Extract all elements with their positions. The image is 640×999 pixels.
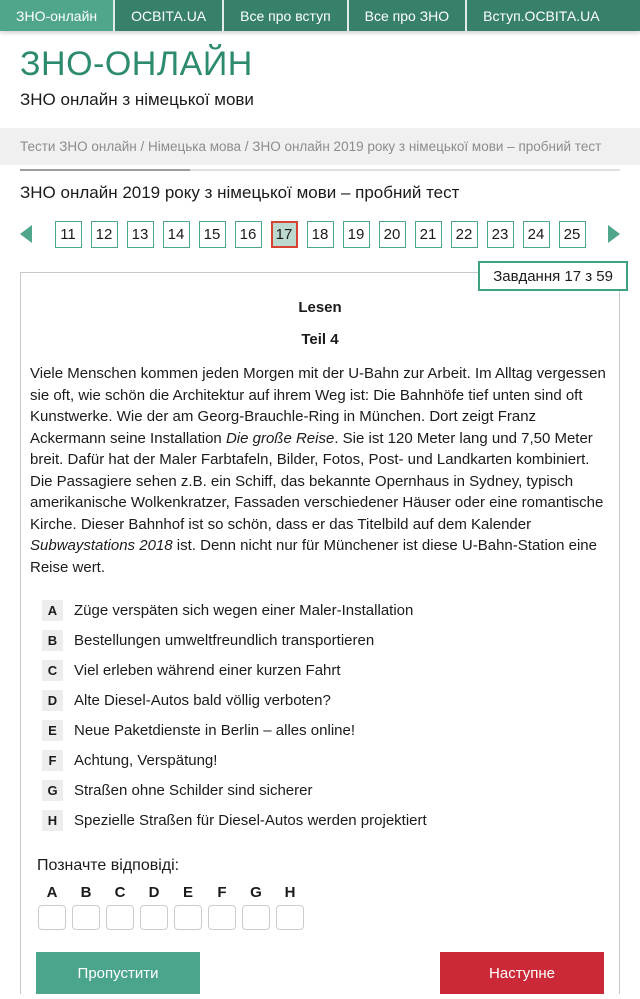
answer-column-letter: F <box>217 884 227 901</box>
nav-item-0[interactable]: ЗНО-онлайн <box>0 0 113 31</box>
pagination-next-arrow-icon[interactable] <box>608 225 620 243</box>
divider-progress <box>20 169 190 171</box>
option-letter: C <box>42 660 63 681</box>
page-title: ЗНО онлайн 2019 року з німецької мови – пробний тест <box>20 183 460 202</box>
pagination-numbers <box>32 221 608 248</box>
answer-column-letter: D <box>148 884 160 901</box>
top-navigation <box>0 0 640 31</box>
answer-column <box>241 884 271 930</box>
option-letter: H <box>42 810 63 831</box>
pagination-number-19[interactable]: 19 <box>343 221 370 248</box>
answer-input-B[interactable] <box>72 905 100 930</box>
answer-section <box>37 857 619 930</box>
option-row <box>42 720 619 741</box>
answer-column-letter: A <box>46 884 58 901</box>
answer-column-letter: H <box>284 884 296 901</box>
nav-item-1[interactable]: ОСВІТА.UA <box>113 0 222 31</box>
reading-passage <box>30 363 611 578</box>
option-row <box>42 600 619 621</box>
nav-item-3[interactable]: Все про ЗНО <box>347 0 466 31</box>
passage-segment: ist. Denn nicht nur für Münchener ist diese U-Bahn-Station eine Reise wert. <box>30 537 597 576</box>
answer-grid <box>37 884 619 930</box>
option-row <box>42 690 619 711</box>
answer-input-F[interactable] <box>208 905 236 930</box>
option-text: Straßen ohne Schilder sind sicherer <box>74 782 313 799</box>
pagination-number-25[interactable]: 25 <box>559 221 586 248</box>
answer-column-letter: E <box>182 884 193 901</box>
option-letter: D <box>42 690 63 711</box>
option-text: Züge verspäten sich wegen einer Maler-Installation <box>74 602 414 619</box>
pagination-number-23[interactable]: 23 <box>487 221 514 248</box>
breadcrumb: Тести ЗНО онлайн / Німецька мова / ЗНО онлайн 2019 року з німецької мови – пробний тест <box>0 128 640 165</box>
answer-column <box>207 884 237 930</box>
option-text: Spezielle Straßen für Diesel-Autos werden projektiert <box>74 812 427 829</box>
answer-input-H[interactable] <box>276 905 304 930</box>
answer-column <box>173 884 203 930</box>
option-letter: G <box>42 780 63 801</box>
skip-button[interactable]: Пропустити <box>36 952 200 994</box>
part-title: Teil 4 <box>301 331 339 348</box>
question-box <box>20 267 620 994</box>
nav-item-2[interactable]: Все про вступ <box>222 0 347 31</box>
question-footer <box>21 952 619 994</box>
question-pagination <box>20 220 620 248</box>
pagination-prev-arrow-icon[interactable] <box>20 225 32 243</box>
pagination-number-16[interactable]: 16 <box>235 221 262 248</box>
answer-input-G[interactable] <box>242 905 270 930</box>
option-row <box>42 660 619 681</box>
pagination-number-18[interactable]: 18 <box>307 221 334 248</box>
pagination-number-14[interactable]: 14 <box>163 221 190 248</box>
answer-column <box>139 884 169 930</box>
answer-label: Позначте відповіді: <box>37 857 180 874</box>
option-text: Bestellungen umweltfreundlich transportieren <box>74 632 375 649</box>
answer-column-letter: B <box>80 884 92 901</box>
passage-segment: Viele Menschen kommen jeden Morgen mit der U-Bahn zur Arbeit. Im Alltag vergessen sie oft, wie schön die Architektur auf ihrem Weg ist: Die Bahnhöfe tief unten sind oft Kunstwerke. Wie der am Georg-Brauchle-Ring in München. Dort zeigt Franz Ackermann seine Installation <box>30 365 606 447</box>
site-header <box>0 31 640 128</box>
passage-italic-segment: Subwaystations 2018 <box>30 537 173 554</box>
option-text: Achtung, Verspätung! <box>74 752 218 769</box>
option-row <box>42 810 619 831</box>
pagination-number-20[interactable]: 20 <box>379 221 406 248</box>
option-letter: F <box>42 750 63 771</box>
pagination-number-24[interactable]: 24 <box>523 221 550 248</box>
option-row <box>42 630 619 651</box>
section-title: Lesen <box>298 299 342 316</box>
pagination-number-12[interactable]: 12 <box>91 221 118 248</box>
passage-segment: . Sie ist 120 Meter lang und 7,50 Meter breit. Dafür hat der Maler Farbtafeln, Bilder, Fotos, Post- und Landkarten kombiniert. Die Passagiere sehen z.B. ein Schiff, das bekannte Opernhaus in Sydney, typisch amerikanische Wolkenkratzer, Fassaden verschiedener Häuser oder eine romantische Kirche. Dieser Bahnhof ist so schön, dass er das Titelbild auf dem Kalender <box>30 429 604 533</box>
option-text: Viel erleben während einer kurzen Fahrt <box>74 662 341 679</box>
site-title: ЗНО-ОНЛАЙН <box>20 45 253 83</box>
answer-column-letter: C <box>114 884 126 901</box>
answer-column <box>105 884 135 930</box>
main-content <box>0 169 640 994</box>
answer-column <box>37 884 67 930</box>
option-letter: B <box>42 630 63 651</box>
next-button[interactable]: Наступне <box>440 952 604 994</box>
nav-item-4[interactable]: Вступ.ОСВІТА.UA <box>465 0 615 31</box>
answer-column <box>275 884 305 930</box>
task-counter-badge: Завдання 17 з 59 <box>478 261 628 291</box>
pagination-number-22[interactable]: 22 <box>451 221 478 248</box>
option-row <box>42 780 619 801</box>
pagination-number-17[interactable]: 17 <box>271 221 298 248</box>
answer-input-A[interactable] <box>38 905 66 930</box>
option-text: Neue Paketdienste in Berlin – alles online! <box>74 722 356 739</box>
answer-column-letter: G <box>250 884 262 901</box>
pagination-number-21[interactable]: 21 <box>415 221 442 248</box>
answer-input-C[interactable] <box>106 905 134 930</box>
option-text: Alte Diesel-Autos bald völlig verboten? <box>74 692 331 709</box>
option-row <box>42 750 619 771</box>
divider <box>20 169 620 171</box>
option-letter: E <box>42 720 63 741</box>
options-list <box>42 600 619 831</box>
pagination-number-15[interactable]: 15 <box>199 221 226 248</box>
answer-input-D[interactable] <box>140 905 168 930</box>
answer-input-E[interactable] <box>174 905 202 930</box>
pagination-number-11[interactable]: 11 <box>55 221 82 248</box>
pagination-number-13[interactable]: 13 <box>127 221 154 248</box>
answer-column <box>71 884 101 930</box>
passage-italic-segment: Die große Reise <box>225 429 335 447</box>
site-subtitle: ЗНО онлайн з німецької мови <box>20 90 254 109</box>
option-letter: A <box>42 600 63 621</box>
